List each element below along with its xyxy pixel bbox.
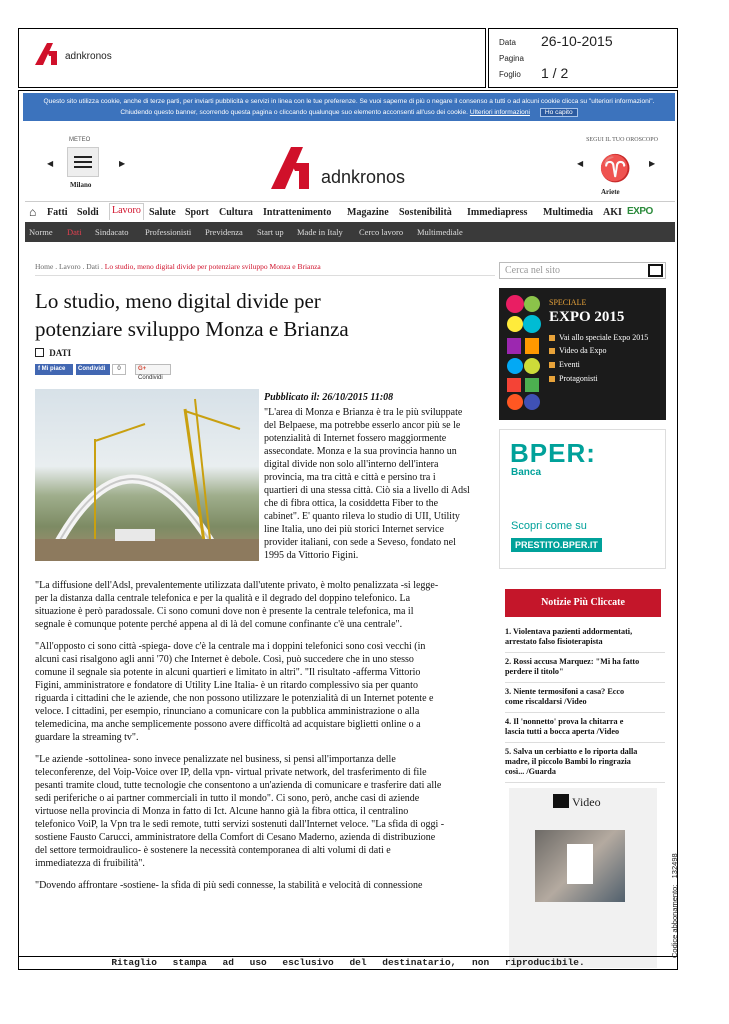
horoscope-label: SEGUI IL TUO OROSCOPO [586, 137, 658, 143]
horoscope-prev-arrow-icon[interactable]: ◀ [577, 159, 584, 168]
video-title: Video [572, 795, 601, 809]
expo-link-1[interactable] [549, 333, 659, 343]
expo-link-1-label: Vai allo speciale Expo 2015 [559, 333, 649, 342]
nav-item-cultura[interactable]: Cultura [219, 207, 253, 218]
gplus-share-button[interactable] [135, 364, 171, 381]
expo-link-2-label: Video da Expo [559, 346, 607, 355]
clipping-brand: adnkronos [65, 51, 112, 62]
expo-link-3-label: Eventi [559, 360, 580, 369]
expo-link-4-label: Protagonisti [559, 374, 598, 383]
expo-link-3[interactable] [549, 360, 659, 370]
cookie-accept-button[interactable]: Ho capito [540, 108, 578, 117]
hot-news-line: 2. Rossi accusa Marquez: "Mi ha fatto [505, 657, 640, 666]
clipping-meta [488, 28, 678, 88]
video-thumbnail[interactable] [535, 830, 625, 902]
subnav-professionisti[interactable]: Professionisti [145, 227, 192, 237]
expo-kicker: SPECIALE [549, 298, 587, 307]
hot-news-line: perdere il titolo" [505, 667, 564, 676]
page-label: Pagina [499, 54, 524, 63]
expo-links [549, 333, 659, 384]
subnav-sindacato[interactable]: Sindacato [95, 227, 129, 237]
video-box [509, 788, 657, 968]
sheet-label: Foglio [499, 70, 521, 79]
breadcrumb-current: Lo studio, meno digital divide per potenziare sviluppo Monza e Brianza [104, 262, 321, 271]
article-line: pesanti tramite cloud, tutte tecnologie che consentono a un'azienda di comunicare e trasferire dati alle [35, 780, 442, 791]
hot-news-line: arrestato falso fisioterapista [505, 637, 603, 646]
weather-next-arrow-icon[interactable]: ▶ [119, 159, 126, 168]
subnav-cercolavoro[interactable]: Cerco lavoro [359, 227, 404, 237]
site-logo-text: adnkronos [321, 167, 406, 187]
article-line: sedi periferiche o ai partner commerciali in tutto il mondo". Ci sono, però, anche casi di aziende [35, 793, 420, 804]
nav-item-soldi[interactable]: Soldi [77, 207, 99, 218]
article-intro-line: assecondate. Monza e la sua provincia hanno un [264, 446, 457, 457]
search-button-icon[interactable] [648, 264, 663, 277]
search-box [499, 262, 666, 279]
web-page-clip [18, 90, 678, 970]
article-line: situazione è però paradossale. Ci sono comuni dove non è presente la centrale telefonica, ma il [35, 606, 414, 617]
nav-item-salute[interactable]: Salute [149, 207, 176, 218]
bper-ad[interactable] [499, 429, 666, 569]
bper-tagline: Scopri come su [511, 520, 587, 532]
expo-special-box [499, 288, 666, 420]
hot-news-line: 3. Niente termosifoni a casa? Ecco [505, 687, 625, 696]
article-title-line-2: potenziare sviluppo Monza e Brianza [35, 317, 349, 341]
article-line: guardare la streaming tv". [35, 732, 139, 743]
subnav-startup[interactable]: Start up [257, 227, 284, 237]
expo-colorful-logo-icon [505, 294, 541, 412]
article-line: segnale è comunque potente perché appena al di là del comune confinante c'è una centrale". [35, 619, 403, 630]
breadcrumb-path[interactable]: Home . Lavoro . Dati . [35, 262, 103, 271]
article-line: "All'opposto ci sono città -spiega- dove c'è la centrale ma i doppini telefonici sono così vecchi (in [35, 641, 426, 652]
article-line: riguarda i cittadini che le aziende, che non possono utilizzare le potenzialità di un Internet potente e [35, 693, 434, 704]
main-nav [25, 201, 675, 223]
article-line: immediatezza di fruibilità". [35, 858, 145, 869]
article-intro-line: 1995 da Vittorio Figini. [264, 550, 359, 561]
article-section [35, 348, 71, 358]
article-intro [264, 406, 500, 562]
expo-title: EXPO 2015 [549, 309, 625, 325]
article-intro-line: provincia, ma tra città e città e persino tra i [264, 472, 436, 483]
weather-icon [67, 147, 99, 177]
bper-cta[interactable]: PRESTITO.BPER.IT [511, 538, 602, 552]
article-line: comune il segnale sia potente in alcuni quartieri e limitato in altri". "Il risultato -afferma Vittorio [35, 667, 421, 678]
article-published: Pubblicato il: 26/10/2015 11:08 [264, 392, 394, 403]
sheet-value: 1 / 2 [541, 65, 569, 81]
hot-news-item[interactable] [505, 713, 665, 743]
subnav-norme[interactable]: Norme [29, 227, 53, 237]
hot-news-item[interactable] [505, 683, 665, 713]
article-line: virtuose nella provincia di Monza in fatto di Ict. Alcune hanno già la fibra ottica, il centralino [35, 806, 409, 817]
hot-news-item[interactable] [505, 623, 665, 653]
date-label: Data [499, 38, 516, 47]
construction-arch-icon [35, 389, 259, 561]
article-intro-line: del Belpaese, ma potrebbe esserlo ancor più se le [264, 420, 461, 431]
article-intro-line: potenzialità di Internet fossero maggiormente [264, 433, 447, 444]
horoscope-sign: Ariete [601, 188, 620, 196]
bper-sub: Banca [511, 467, 542, 478]
clipping-logo [35, 43, 115, 65]
article-title [35, 287, 505, 343]
article-paragraph [35, 879, 507, 892]
cookie-more-link[interactable]: Ulteriori informazioni [469, 109, 530, 116]
divider [35, 275, 495, 276]
article-paragraph [35, 640, 507, 744]
breadcrumb [35, 262, 495, 271]
hot-news-list [505, 623, 665, 783]
hot-news-item[interactable] [505, 743, 665, 783]
facebook-share-button[interactable]: Condividi [76, 364, 110, 375]
weather-widget [47, 137, 137, 189]
article-intro-line: "L'area di Monza e Brianza è tra le più sviluppate [264, 407, 463, 418]
document-icon [35, 348, 44, 357]
article-line: telefonico VoiP, la Vpn tra le sedi remote, tutti servizi sostenuti dall'Internet veloce. "La sfida di oggi - [35, 819, 445, 830]
home-icon[interactable]: ⌂ [29, 205, 37, 219]
subnav-dati[interactable]: Dati [67, 227, 82, 237]
article-line: per la distanza dalla centrale telefonica e per la qualità e il degrado del doppino telefonico. La [35, 593, 411, 604]
cookie-banner [23, 93, 675, 121]
expo-nav-logo[interactable]: EXPO [627, 206, 653, 217]
film-icon [553, 794, 569, 808]
article-title-line-1: Lo studio, meno digital divide per [35, 289, 321, 313]
nav-item-multimedia[interactable]: Multimedia [543, 207, 593, 218]
clipping-footer: Ritaglio stampa ad uso esclusivo del destinatario, non riproducibile. [18, 956, 678, 970]
cookie-text-1: Questo sito utilizza cookie, anche di terze parti, per inviarti pubblicità e servizi in linea con le tue preferenze. Se vuoi saperne di più o negare il consenso a tutti o ad alcuni cookie clicca su "ulteriori informazioni". [43, 98, 655, 105]
search-input[interactable]: Cerca nel sito [505, 265, 560, 276]
video-header [553, 794, 601, 810]
aries-icon: ♈ [599, 153, 632, 183]
article-intro-line: digital divide non solo all'interno dell'intera [264, 459, 439, 470]
sub-nav [25, 222, 675, 242]
adnkronos-big-logo-icon [271, 147, 321, 189]
nav-item-aki[interactable]: AKI [603, 207, 622, 218]
article-line: sostiene Fausto Carucci, amministratore della Comfort di Cesano Maderno, azienda di distribuzione [35, 832, 436, 843]
horoscope-widget [577, 137, 667, 197]
weather-prev-arrow-icon[interactable]: ◀ [47, 159, 54, 168]
weather-label: METEO [69, 137, 91, 143]
nav-item-lavoro[interactable]: Lavoro [109, 203, 144, 220]
hot-news-line: madre, il piccolo Bambi lo ringrazia [505, 757, 631, 766]
bper-logo: BPER: [510, 438, 596, 468]
article-line: "Le aziende -sottolinea- sono invece penalizzate nel business, si pensi all'importanza delle [35, 754, 396, 765]
article-line: del settore termoidraulico- è sostenere la necessità contemporanea di alti volumi di dati e [35, 845, 391, 856]
share-count: 0 [112, 364, 126, 375]
article-intro-line: che di fibra ottica, la cosiddetta Fiber to the [264, 498, 439, 509]
article-line: alcuni casi risalgono agli anni '70) che Internet è debole. Così, può succedere che in uno stesso [35, 654, 414, 665]
article-line: telemedicina, ma anche semplicemente possono avere difficoltà ad acquistare biglietti online o a [35, 719, 421, 730]
article-intro-line: quartieri di una stessa città. Ciò sia a livello di Adsl [264, 485, 470, 496]
nav-item-intrattenimento[interactable]: Intrattenimento [263, 207, 332, 218]
nav-item-magazine[interactable]: Magazine [347, 207, 389, 218]
subnav-previdenza[interactable]: Previdenza [205, 227, 243, 237]
adnkronos-logo-icon [35, 43, 65, 65]
bullet-icon [549, 376, 555, 382]
article-paragraph [35, 579, 507, 631]
nav-item-sport[interactable]: Sport [185, 207, 209, 218]
article-intro-line: provider italiani, con sede a Seveso, fondato nel [264, 537, 456, 548]
hot-news-title: Notizie Più Cliccate [505, 589, 661, 617]
nav-item-fatti[interactable]: Fatti [47, 207, 68, 218]
expo-link-2[interactable] [549, 346, 659, 356]
article-line: teleconferenze, del Voip-Voice over IP, della vpn- virtual private network, del trasferimento di file [35, 767, 427, 778]
article-line: "Dovendo affrontare -sostiene- la sfida di più sedi connesse, la stabilità e velocità di connessione [35, 880, 423, 891]
hot-news-line: 4. Il 'nonnetto' prova la chitarra e [505, 717, 624, 726]
article-line: veloce. I cittadini, per esempio, rinunciano a comunicare con la pubblica amministrazione o alla [35, 706, 420, 717]
hot-news-line: così... /Guarda [505, 767, 556, 776]
subnav-multimediale[interactable]: Multimediale [417, 227, 463, 237]
article-intro-line: cabinet". E' quanto rileva lo studio di UII, Utility [264, 511, 460, 522]
bullet-icon [549, 335, 555, 341]
nav-item-sostenibilita[interactable]: Sostenibilità [399, 207, 452, 218]
weather-city: Milano [70, 181, 92, 189]
cookie-text-2: Chiudendo questo banner, scorrendo questa pagina o cliccando qualunque suo elemento acconsenti all'uso dei cookie. [120, 109, 469, 116]
site-logo[interactable] [271, 147, 431, 191]
hot-news-item[interactable] [505, 653, 665, 683]
nav-item-immediapress[interactable]: Immediapress [467, 207, 528, 218]
gplus-share-label: Condividi [138, 375, 163, 381]
horoscope-next-arrow-icon[interactable]: ▶ [649, 159, 656, 168]
bullet-icon [549, 348, 555, 354]
video-thumb-overlay [567, 844, 593, 884]
article-line: Figini, amministratore e fondatore di Utility Line Italia- è un ritardo complessivo sia per quanto [35, 680, 418, 691]
facebook-icon: f [38, 366, 42, 372]
article-paragraph [35, 753, 507, 870]
article-section-label: DATI [49, 348, 72, 358]
date-value: 26-10-2015 [541, 33, 613, 49]
article-body [35, 579, 507, 901]
article-image [35, 389, 259, 561]
hot-news-line: come riscaldarsi /Video [505, 697, 587, 706]
article-intro-line: line Italia, uno dei più storici Internet service [264, 524, 444, 535]
hot-news-line: lascia tutti a bocca aperta /Video [505, 727, 620, 736]
hot-news-line: 5. Salva un cerbiatto e lo riporta dalla [505, 747, 638, 756]
facebook-like-label: Mi piace [41, 366, 66, 372]
article-line: "La diffusione dell'Adsl, prevalentemente utilizzata dall'utente privato, è molto penalizzata -si legge- [35, 580, 439, 591]
subnav-madeinitaly[interactable]: Made in Italy [297, 227, 343, 237]
bullet-icon [549, 362, 555, 368]
subscription-code: Codice abbonamento: 132498 [670, 853, 679, 958]
clipping-header [18, 28, 486, 88]
gplus-icon: G+ [138, 366, 147, 372]
expo-link-4[interactable] [549, 374, 659, 384]
hot-news-line: 1. Violentava pazienti addormentati, [505, 627, 633, 636]
facebook-like-button[interactable] [35, 364, 73, 375]
